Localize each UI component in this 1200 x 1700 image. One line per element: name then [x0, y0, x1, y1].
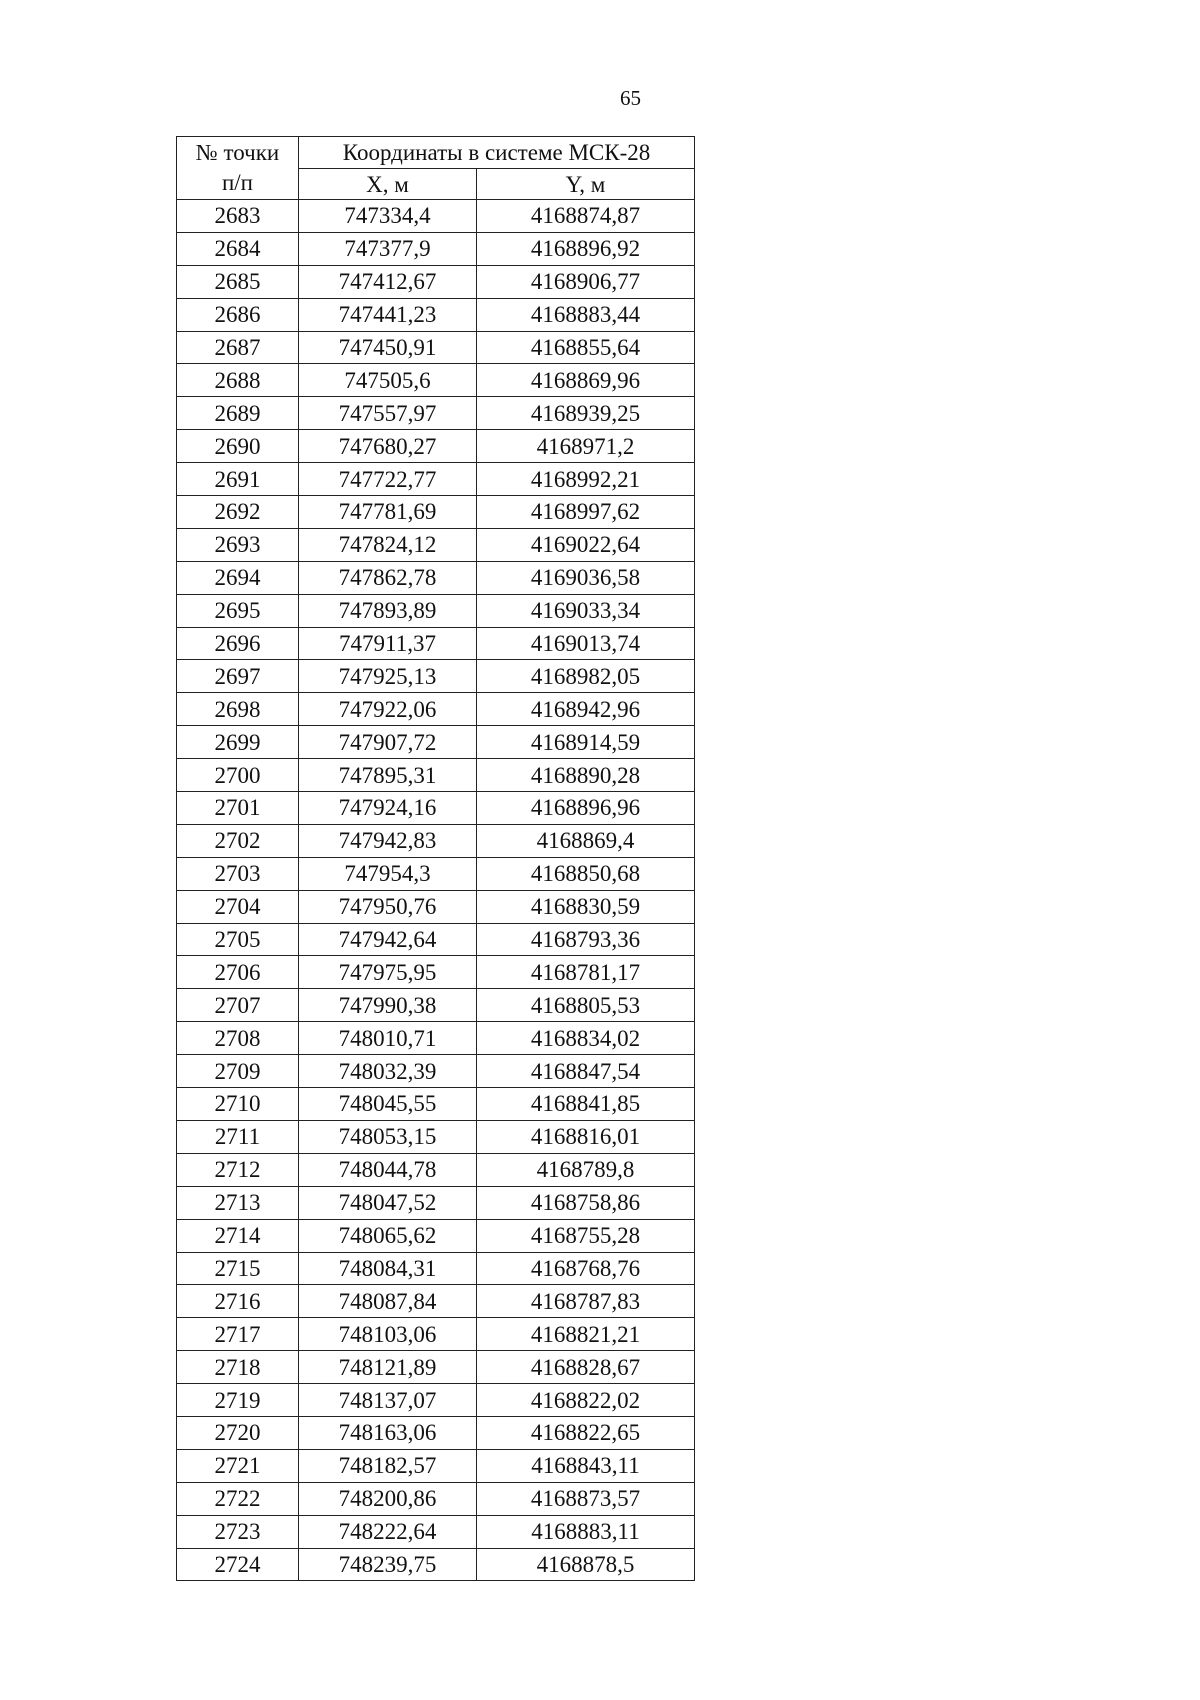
- table-row: [177, 759, 695, 792]
- table-row: [177, 331, 695, 364]
- table-row: [177, 594, 695, 627]
- y-coordinate-cell: 4168914,59: [477, 726, 695, 759]
- point-number-cell: 2702: [177, 824, 299, 857]
- point-number-cell: 2707: [177, 989, 299, 1022]
- y-coordinate-cell: 4168878,5: [477, 1548, 695, 1581]
- x-coordinate-cell: 748239,75: [299, 1548, 477, 1581]
- y-coordinate-cell: 4168982,05: [477, 660, 695, 693]
- x-coordinate-cell: 747557,97: [299, 397, 477, 430]
- point-number-cell: 2724: [177, 1548, 299, 1581]
- x-coordinate-cell: 747412,67: [299, 265, 477, 298]
- y-coordinate-cell: 4168821,21: [477, 1318, 695, 1351]
- table-row: [177, 956, 695, 989]
- table-row: [177, 1318, 695, 1351]
- x-coordinate-cell: 747893,89: [299, 594, 477, 627]
- x-coordinate-cell: 748182,57: [299, 1449, 477, 1482]
- page-number: 65: [620, 86, 641, 110]
- table-row: [177, 528, 695, 561]
- point-number-cell: 2722: [177, 1482, 299, 1515]
- x-coordinate-cell: 747924,16: [299, 792, 477, 825]
- y-coordinate-cell: 4168834,02: [477, 1022, 695, 1055]
- coordinates-group-header: Координаты в системе МСК-28: [299, 137, 695, 169]
- table-row: [177, 726, 695, 759]
- point-number-cell: 2699: [177, 726, 299, 759]
- table-row: [177, 1186, 695, 1219]
- y-coordinate-cell: 4168883,11: [477, 1515, 695, 1548]
- table-row: [177, 1515, 695, 1548]
- point-number-header: [177, 137, 299, 200]
- table-row: [177, 824, 695, 857]
- y-coordinate-cell: 4168822,65: [477, 1416, 695, 1449]
- x-coordinate-cell: 747990,38: [299, 989, 477, 1022]
- point-number-cell: 2710: [177, 1088, 299, 1121]
- x-coordinate-cell: 748044,78: [299, 1153, 477, 1186]
- y-coordinate-cell: 4168850,68: [477, 857, 695, 890]
- y-coordinate-cell: 4168896,92: [477, 232, 695, 265]
- y-coordinate-cell: 4168971,2: [477, 430, 695, 463]
- point-number-cell: 2696: [177, 627, 299, 660]
- x-coordinate-cell: 747942,64: [299, 923, 477, 956]
- table-row: [177, 1219, 695, 1252]
- x-coordinate-cell: 748065,62: [299, 1219, 477, 1252]
- table-row: [177, 1088, 695, 1121]
- x-coordinate-cell: 747781,69: [299, 496, 477, 529]
- table-row: [177, 1055, 695, 1088]
- y-coordinate-cell: 4168789,8: [477, 1153, 695, 1186]
- x-coordinate-cell: 748045,55: [299, 1088, 477, 1121]
- x-coordinate-cell: 747954,3: [299, 857, 477, 890]
- y-coordinate-cell: 4168805,53: [477, 989, 695, 1022]
- x-coordinate-cell: 748103,06: [299, 1318, 477, 1351]
- y-coordinate-cell: 4168874,87: [477, 200, 695, 233]
- point-number-cell: 2697: [177, 660, 299, 693]
- table-row: [177, 397, 695, 430]
- point-number-header-line2: п/п: [221, 170, 253, 195]
- x-coordinate-cell: 747505,6: [299, 364, 477, 397]
- y-coordinate-cell: 4168855,64: [477, 331, 695, 364]
- y-coordinate-cell: 4168828,67: [477, 1351, 695, 1384]
- point-number-cell: 2720: [177, 1416, 299, 1449]
- y-column-header: Y, м: [477, 169, 695, 200]
- x-coordinate-cell: 747942,83: [299, 824, 477, 857]
- point-number-cell: 2716: [177, 1285, 299, 1318]
- table-row: [177, 890, 695, 923]
- table-row: [177, 232, 695, 265]
- table-row: [177, 1384, 695, 1417]
- point-number-cell: 2692: [177, 496, 299, 529]
- y-coordinate-cell: 4168768,76: [477, 1252, 695, 1285]
- y-coordinate-cell: 4168781,17: [477, 956, 695, 989]
- point-number-cell: 2711: [177, 1120, 299, 1153]
- y-coordinate-cell: 4168873,57: [477, 1482, 695, 1515]
- x-coordinate-cell: 748084,31: [299, 1252, 477, 1285]
- y-coordinate-cell: 4168843,11: [477, 1449, 695, 1482]
- y-coordinate-cell: 4169033,34: [477, 594, 695, 627]
- point-number-cell: 2706: [177, 956, 299, 989]
- x-coordinate-cell: 747441,23: [299, 298, 477, 331]
- y-coordinate-cell: 4168830,59: [477, 890, 695, 923]
- x-coordinate-cell: 748087,84: [299, 1285, 477, 1318]
- x-coordinate-cell: 747925,13: [299, 660, 477, 693]
- table-row: [177, 660, 695, 693]
- y-coordinate-cell: 4168883,44: [477, 298, 695, 331]
- point-number-cell: 2715: [177, 1252, 299, 1285]
- point-number-cell: 2714: [177, 1219, 299, 1252]
- x-coordinate-cell: 748032,39: [299, 1055, 477, 1088]
- point-number-cell: 2704: [177, 890, 299, 923]
- x-coordinate-cell: 747950,76: [299, 890, 477, 923]
- table-row: [177, 200, 695, 233]
- table-row: [177, 1022, 695, 1055]
- table-row: [177, 1482, 695, 1515]
- x-coordinate-cell: 748053,15: [299, 1120, 477, 1153]
- y-coordinate-cell: 4168793,36: [477, 923, 695, 956]
- point-number-cell: 2688: [177, 364, 299, 397]
- x-coordinate-cell: 747911,37: [299, 627, 477, 660]
- x-coordinate-cell: 747975,95: [299, 956, 477, 989]
- table-row: [177, 364, 695, 397]
- table-row: [177, 792, 695, 825]
- x-coordinate-cell: 747377,9: [299, 232, 477, 265]
- y-coordinate-cell: 4169022,64: [477, 528, 695, 561]
- y-coordinate-cell: 4168890,28: [477, 759, 695, 792]
- point-number-cell: 2709: [177, 1055, 299, 1088]
- table-body: [177, 200, 695, 1581]
- header-row-1: [177, 137, 695, 169]
- point-number-cell: 2693: [177, 528, 299, 561]
- y-coordinate-cell: 4168841,85: [477, 1088, 695, 1121]
- table-row: [177, 496, 695, 529]
- x-column-header: X, м: [299, 169, 477, 200]
- x-coordinate-cell: 748010,71: [299, 1022, 477, 1055]
- table-row: [177, 857, 695, 890]
- table-row: [177, 265, 695, 298]
- point-number-cell: 2684: [177, 232, 299, 265]
- y-coordinate-cell: 4169013,74: [477, 627, 695, 660]
- y-coordinate-cell: 4168869,96: [477, 364, 695, 397]
- x-coordinate-cell: 748047,52: [299, 1186, 477, 1219]
- table-row: [177, 989, 695, 1022]
- point-number-cell: 2718: [177, 1351, 299, 1384]
- table-row: [177, 298, 695, 331]
- point-number-cell: 2708: [177, 1022, 299, 1055]
- table-row: [177, 1252, 695, 1285]
- table-row: [177, 430, 695, 463]
- point-number-cell: 2705: [177, 923, 299, 956]
- y-coordinate-cell: 4168755,28: [477, 1219, 695, 1252]
- table-row: [177, 923, 695, 956]
- point-number-cell: 2689: [177, 397, 299, 430]
- point-number-cell: 2700: [177, 759, 299, 792]
- y-coordinate-cell: 4168758,86: [477, 1186, 695, 1219]
- point-number-cell: 2695: [177, 594, 299, 627]
- y-coordinate-cell: 4168906,77: [477, 265, 695, 298]
- point-number-cell: 2698: [177, 693, 299, 726]
- y-coordinate-cell: 4168847,54: [477, 1055, 695, 1088]
- table-row: [177, 1416, 695, 1449]
- table-row: [177, 463, 695, 496]
- table-row: [177, 1285, 695, 1318]
- x-coordinate-cell: 747907,72: [299, 726, 477, 759]
- y-coordinate-cell: 4168992,21: [477, 463, 695, 496]
- table-row: [177, 627, 695, 660]
- coordinates-table: [176, 136, 695, 1581]
- y-coordinate-cell: 4168869,4: [477, 824, 695, 857]
- y-coordinate-cell: 4168822,02: [477, 1384, 695, 1417]
- point-number-cell: 2721: [177, 1449, 299, 1482]
- x-coordinate-cell: 747722,77: [299, 463, 477, 496]
- x-coordinate-cell: 747680,27: [299, 430, 477, 463]
- point-number-cell: 2701: [177, 792, 299, 825]
- x-coordinate-cell: 747895,31: [299, 759, 477, 792]
- point-number-cell: 2713: [177, 1186, 299, 1219]
- y-coordinate-cell: 4168939,25: [477, 397, 695, 430]
- point-number-cell: 2703: [177, 857, 299, 890]
- table-row: [177, 1548, 695, 1581]
- x-coordinate-cell: 747334,4: [299, 200, 477, 233]
- y-coordinate-cell: 4168896,96: [477, 792, 695, 825]
- point-number-cell: 2690: [177, 430, 299, 463]
- point-number-cell: 2687: [177, 331, 299, 364]
- x-coordinate-cell: 748137,07: [299, 1384, 477, 1417]
- table-header: [177, 137, 695, 200]
- x-coordinate-cell: 747922,06: [299, 693, 477, 726]
- y-coordinate-cell: 4169036,58: [477, 561, 695, 594]
- x-coordinate-cell: 748121,89: [299, 1351, 477, 1384]
- table-row: [177, 1120, 695, 1153]
- point-number-cell: 2685: [177, 265, 299, 298]
- x-coordinate-cell: 747862,78: [299, 561, 477, 594]
- x-coordinate-cell: 748222,64: [299, 1515, 477, 1548]
- table-row: [177, 1449, 695, 1482]
- table-row: [177, 1153, 695, 1186]
- table-row: [177, 693, 695, 726]
- point-number-header-line1: № точки: [195, 140, 280, 165]
- y-coordinate-cell: 4168787,83: [477, 1285, 695, 1318]
- point-number-cell: 2723: [177, 1515, 299, 1548]
- y-coordinate-cell: 4168816,01: [477, 1120, 695, 1153]
- point-number-cell: 2717: [177, 1318, 299, 1351]
- table-row: [177, 561, 695, 594]
- x-coordinate-cell: 747450,91: [299, 331, 477, 364]
- x-coordinate-cell: 748200,86: [299, 1482, 477, 1515]
- point-number-cell: 2712: [177, 1153, 299, 1186]
- y-coordinate-cell: 4168942,96: [477, 693, 695, 726]
- point-number-cell: 2683: [177, 200, 299, 233]
- point-number-cell: 2686: [177, 298, 299, 331]
- x-coordinate-cell: 748163,06: [299, 1416, 477, 1449]
- x-coordinate-cell: 747824,12: [299, 528, 477, 561]
- y-coordinate-cell: 4168997,62: [477, 496, 695, 529]
- table-row: [177, 1351, 695, 1384]
- point-number-cell: 2694: [177, 561, 299, 594]
- point-number-cell: 2719: [177, 1384, 299, 1417]
- point-number-cell: 2691: [177, 463, 299, 496]
